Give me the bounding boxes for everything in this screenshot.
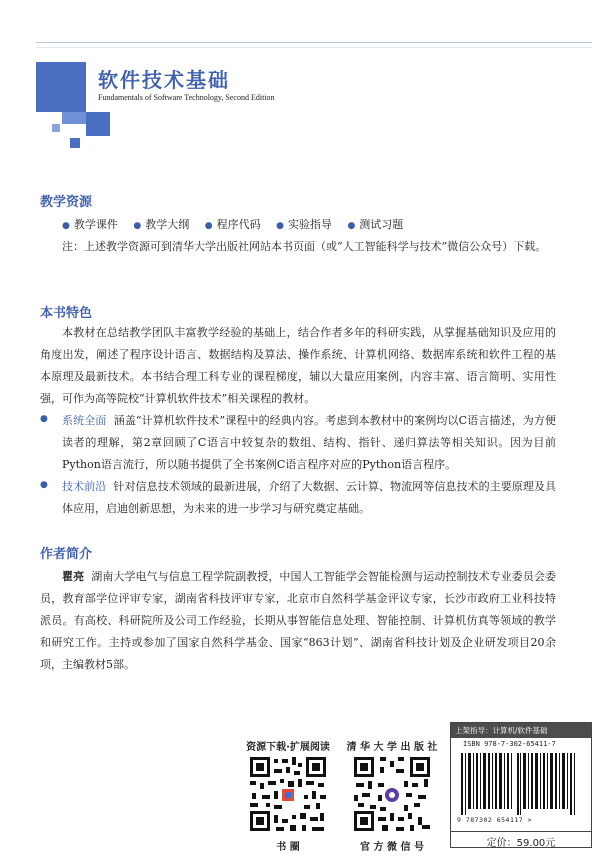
qr-code-icon xyxy=(248,755,328,833)
qr-right-caption-top: 清 华 大 学 出 版 社 xyxy=(346,742,438,753)
shelf-category: 上架指导：计算机/软件基础 xyxy=(451,723,591,738)
resource-item: ● 教学大纲 xyxy=(133,218,190,231)
qr-left-caption-top: 资源下载·扩展阅读 xyxy=(246,742,330,753)
feature-label: 系统全面 xyxy=(62,414,107,427)
top-rule-thin xyxy=(36,47,592,48)
bullet-icon: ● xyxy=(40,414,48,424)
qr-code-icon xyxy=(352,755,432,833)
qr-right-caption-bottom: 官 方 微 信 号 xyxy=(360,842,424,853)
author-heading: 作者简介 xyxy=(40,547,93,562)
feature-text: 涵盖“计算机软件技术”课程中的经典内容。考虑到本教材中的案例均以C语言描述，为方便读者的理解，第2章回顾了C语言中较复杂的数组、结构、指针、递归算法等相关知识。因为目前Python语言流行，所以随书提供了全书案例C语言程序对应的Python语言程序。 xyxy=(62,414,556,471)
barcode-digits: 9 787302 654117 > xyxy=(457,816,533,824)
qr-left-caption-bottom: 书 圈 xyxy=(276,842,300,853)
barcode-icon xyxy=(461,753,583,815)
resource-item: ● 实验指导 xyxy=(276,218,332,231)
resource-item: ● 教学课件 xyxy=(62,218,118,231)
feature-text: 针对信息技术领域的最新进展，介绍了大数据、云计算、物流网等信息技术的主要原理及具体应用，启迪创新思想，为未来的进一步学习与研究奠定基础。 xyxy=(62,480,557,515)
features-heading: 本书特色 xyxy=(40,306,93,321)
resource-item: ● 程序代码 xyxy=(204,218,261,231)
author-name: 瞿亮 xyxy=(62,570,85,583)
feature-point xyxy=(62,476,556,520)
price: 定价：59.00元 xyxy=(451,831,591,849)
resources-heading: 教学资源 xyxy=(40,195,93,210)
features-intro: 本教材在总结教学团队丰富教学经验的基础上，结合作者多年的科研实践，从掌握基础知识及应用的角度出发，阐述了程序设计语言、数据结构及算法、操作系统、计算机网络、数据库系统和软件工程的基本原理及最新技术。本书结合理工科专业的课程梯度，辅以大量应用案例，内容丰富、语言简明、实用性强，可作为高等院校“计算机软件技术”相关课程的教材。 xyxy=(40,326,556,405)
book-title: 软件技术基础 xyxy=(98,68,230,92)
resources-note: 注：上述教学资源可到清华大学出版社网站本书页面（或“人工智能科学与技术”微信公众号）下载。 xyxy=(62,240,547,253)
author-bio xyxy=(40,566,556,676)
feature-point xyxy=(62,410,556,476)
author-bio-text: 湖南大学电气与信息工程学院副教授，中国人工智能学会智能检测与运动控制技术专业委员会委员，教育部学位评审专家，湖南省科技评审专家，北京市自然科学基金评议专家，长沙市政府工业科技特派员。有高校、科研院所及公司工作经验，长期从事智能信息处理、智能控制、计算机仿真等领域的教学和研究工作。主持或参加了国家自然科学基金、国家“863计划”、湖南省科技计划及企业研发项目20余项，主编教材5部。 xyxy=(40,570,557,671)
feature-label: 技术前沿 xyxy=(62,480,107,493)
barcode-box xyxy=(450,722,592,848)
resources-list xyxy=(62,214,415,237)
top-rule xyxy=(36,42,592,43)
resource-item: ● 测试习题 xyxy=(347,218,404,231)
bullet-icon: ● xyxy=(40,480,48,490)
book-subtitle: Fundamentals of Software Technology, Second Edition xyxy=(98,93,275,102)
isbn-text: ISBN 978-7-302-65411-7 xyxy=(463,740,556,748)
